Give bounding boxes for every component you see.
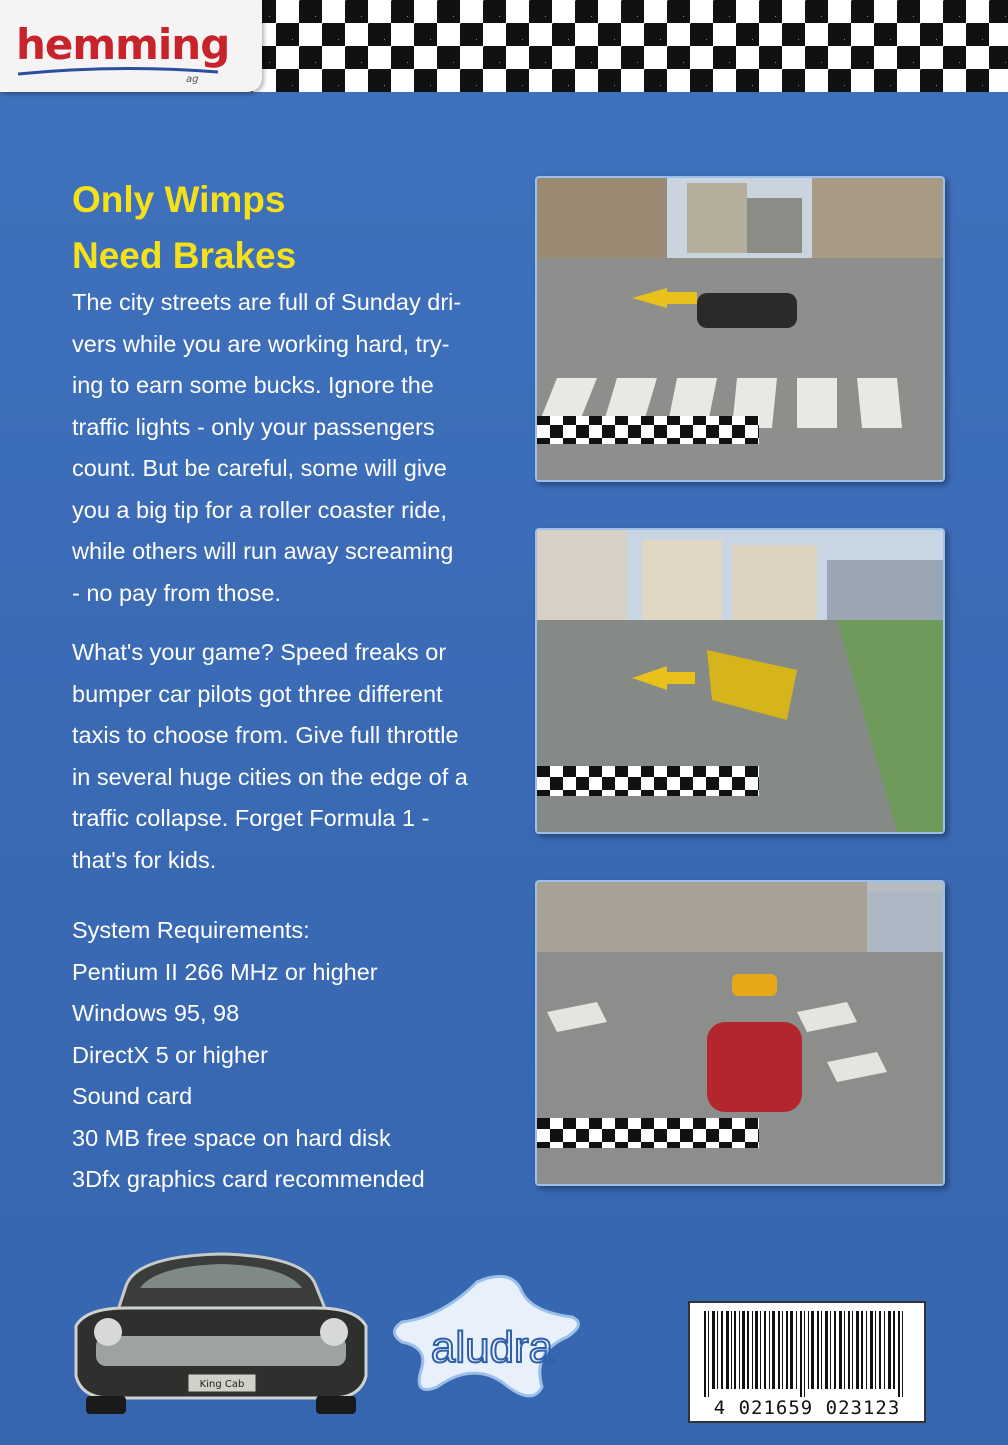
logo-text: hemming [16,20,230,69]
headline-line: Need Brakes [72,235,297,276]
description-paragraph-1 [72,282,512,614]
barcode [688,1301,926,1423]
text-line: What's your game? Speed freaks or [72,639,447,665]
requirement-item: 3Dfx graphics card recommended [72,1166,425,1192]
text-line: - no pay from those. [72,579,281,606]
headline [72,172,492,284]
game-screenshot-1 [535,176,945,482]
text-line: count. But be careful, some will give [72,455,447,481]
requirement-item: Sound card [72,1083,193,1109]
game-screenshot-3 [535,880,945,1186]
game-screenshot-2 [535,528,945,834]
logo-sub: ag [186,74,199,85]
text-line: traffic collapse. Forget Formula 1 - [72,805,430,831]
barcode-number: 4 021659 023123 [713,1397,901,1419]
text-line: traffic lights - only your passengers [72,413,435,440]
text-line: while others will run away screaming [72,538,454,564]
description-paragraph-2 [72,632,512,881]
hemming-logo [0,0,262,92]
cadillac-car-icon [66,1246,376,1416]
text-line: ing to earn some bucks. Ignore the [72,372,434,398]
text-line: that's for kids. [72,846,217,873]
requirement-item: Pentium II 266 MHz or higher [72,958,378,985]
text-line: vers while you are working hard, try- [72,330,450,357]
headline-line: Only Wimps [72,179,286,220]
aludra-logo-text: aludra [430,1323,554,1372]
text-line: you a big tip for a roller coaster ride, [72,496,447,523]
text-line: in several huge cities on the edge of a [72,763,468,790]
text-line: The city streets are full of Sunday dri- [72,289,462,315]
requirement-item: 30 MB free space on hard disk [72,1124,391,1151]
system-requirements [72,910,425,1201]
requirement-item: Windows 95, 98 [72,1000,240,1026]
license-plate: King Cab [199,1379,245,1390]
aludra-logo [382,1262,592,1412]
requirement-item: DirectX 5 or higher [72,1041,268,1068]
barcode-bars-icon [690,1307,924,1399]
requirements-heading: System Requirements: [72,917,310,943]
text-line: bumper car pilots got three different [72,680,443,707]
text-line: taxis to choose from. Give full throttle [72,722,459,748]
